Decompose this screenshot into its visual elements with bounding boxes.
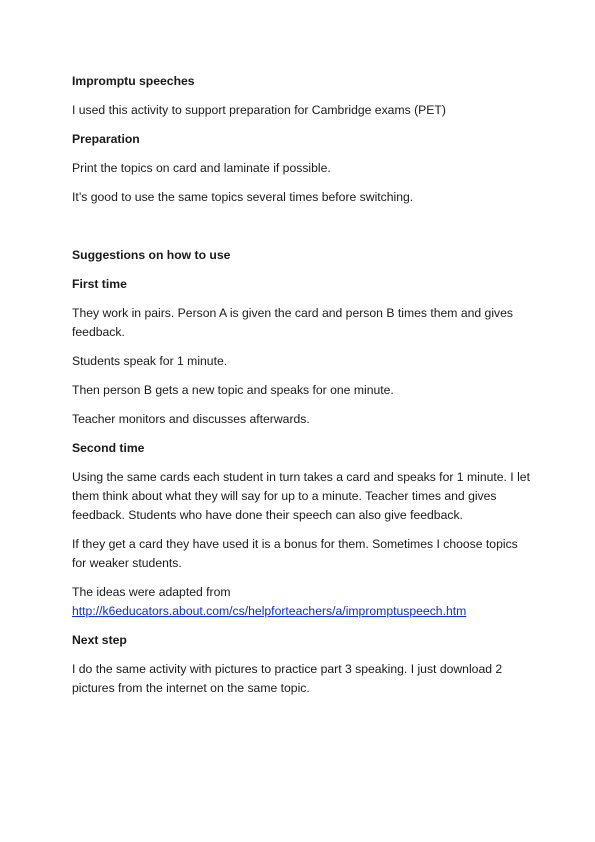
second-time-paragraph-2: If they get a card they have used it is a bonus for them. Sometimes I choose topics for weaker students. <box>72 537 518 570</box>
second-time-heading: Second time <box>72 441 145 455</box>
next-step-paragraph: I do the same activity with pictures to practice part 3 speaking. I just download 2 pictures from the internet on the same topic. <box>72 662 503 695</box>
document-title: Impromptu speeches <box>72 74 195 88</box>
document-page <box>72 72 532 708</box>
source-block <box>72 583 532 621</box>
preparation-line-2: It’s good to use the same topics several times before switching. <box>72 190 414 204</box>
intro-paragraph: I used this activity to support preparation for Cambridge exams (PET) <box>72 103 446 117</box>
preparation-heading: Preparation <box>72 132 140 146</box>
preparation-line-1: Print the topics on card and laminate if possible. <box>72 161 331 175</box>
first-time-paragraph-3: Then person B gets a new topic and speaks for one minute. <box>72 383 394 397</box>
next-step-heading: Next step <box>72 633 127 647</box>
first-time-paragraph-1: They work in pairs. Person A is given the card and person B times them and gives feedback. <box>72 306 514 339</box>
section-spacer <box>72 217 532 246</box>
suggestions-heading: Suggestions on how to use <box>72 248 231 262</box>
first-time-heading: First time <box>72 277 127 291</box>
source-text: The ideas were adapted from <box>72 585 231 599</box>
source-link[interactable]: http://k6educators.about.com/cs/helpforteachers/a/impromptuspeech.htm <box>72 604 467 618</box>
first-time-paragraph-4: Teacher monitors and discusses afterwards. <box>72 412 310 426</box>
second-time-paragraph-1: Using the same cards each student in turn takes a card and speaks for 1 minute. I let them think about what they will say for up to a minute. Teacher times and gives feedback. Students who have done their speech can also give feedback. <box>72 470 530 522</box>
first-time-paragraph-2: Students speak for 1 minute. <box>72 354 228 368</box>
